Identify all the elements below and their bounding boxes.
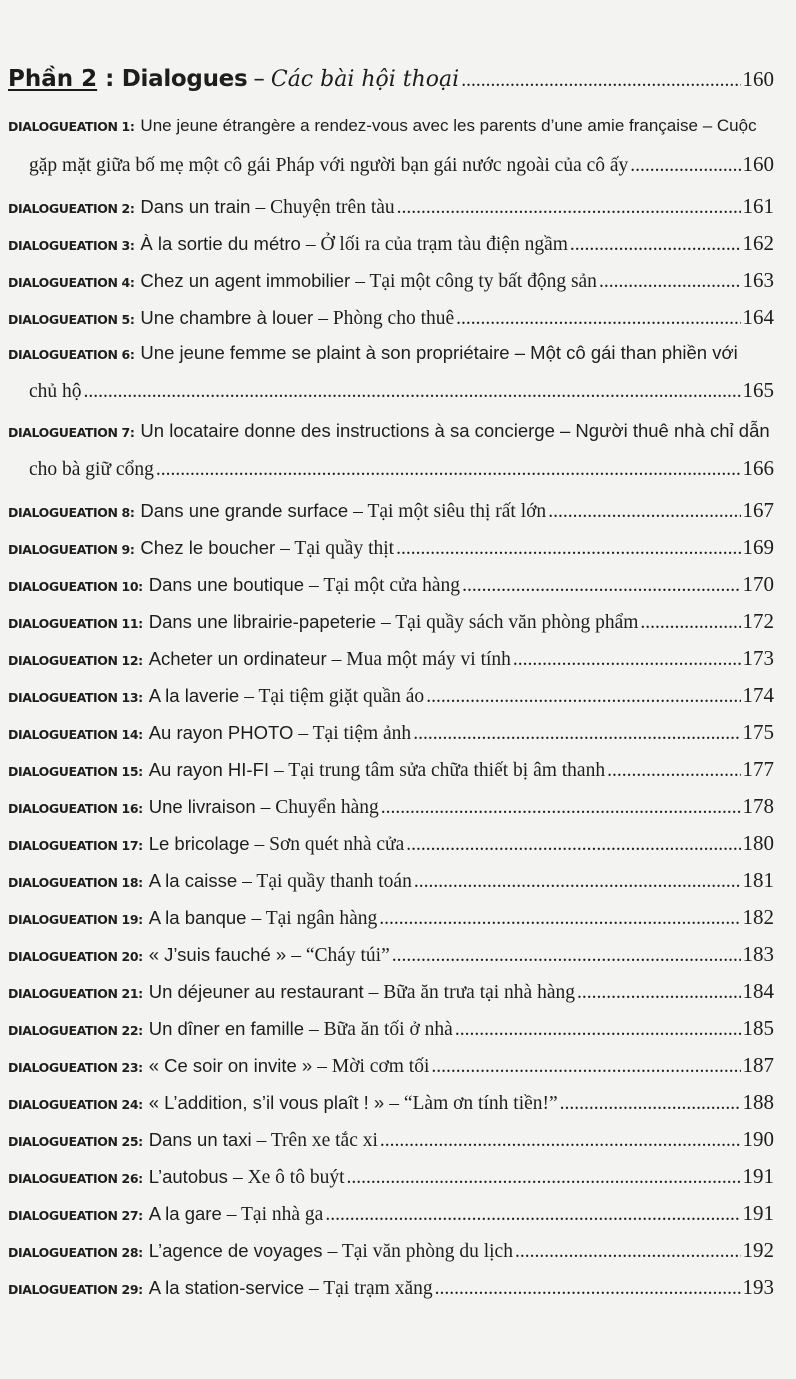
dialogue-label: DIALOGUEATION 18: [8,875,143,890]
toc-entry-line [8,831,774,868]
leader-dots [381,797,741,819]
leader-dots [607,760,740,782]
leader-dots [640,612,740,634]
dialogue-title-vn: – Tại một công ty bất động sản [355,271,597,292]
toc-entry [8,683,774,720]
toc-entry-line [8,979,774,1016]
dialogue-label: DIALOGUEATION 8: [8,505,135,520]
dialogue-title-fr: L’autobus [148,1166,228,1187]
toc-entry [8,535,774,572]
toc-entry [8,609,774,646]
toc-entry-line [8,868,774,905]
page-number: 193 [742,1275,774,1299]
leader-dots [397,197,741,219]
dialogue-title-fr: A la station-service [148,1277,304,1298]
page-number: 161 [742,194,774,218]
toc-entry [8,831,774,868]
dialogue-title-vn: – Bữa ăn trưa tại nhà hàng [368,982,575,1003]
dialogue-label: DIALOGUEATION 17: [8,838,143,853]
leader-dots [413,723,740,745]
dialogue-title-vn: – Tại tiệm giặt quần áo [244,686,425,707]
toc-entry [8,1053,774,1090]
page-number: 191 [742,1164,774,1188]
toc-entry-line [8,231,774,268]
page-number: 173 [742,646,774,670]
section-separator: – [253,66,265,92]
dialogue-label: DIALOGUEATION 23: [8,1060,143,1075]
page-number: 184 [742,979,774,1003]
dialogue-label: DIALOGUEATION 24: [8,1097,143,1112]
page-number: 162 [742,231,774,255]
toc-entry [8,942,774,979]
dialogue-title-fr: Dans un taxi [148,1129,252,1150]
dialogue-label: DIALOGUEATION 19: [8,912,143,927]
dialogue-label: DIALOGUEATION 13: [8,690,143,705]
dialogue-title-fr: Dans une librairie-papeterie [148,611,376,632]
toc-entry [8,1238,774,1275]
dialogue-label: DIALOGUEATION 16: [8,801,143,816]
dialogue-label: DIALOGUEATION 1: [8,119,135,134]
dialogue-label: DIALOGUEATION 25: [8,1134,143,1149]
toc-entry-line [8,1053,774,1090]
dialogue-label: DIALOGUEATION 12: [8,653,143,668]
leader-dots [548,501,740,523]
dialogue-label: DIALOGUEATION 6: [8,347,135,362]
dialogue-label: DIALOGUEATION 27: [8,1208,143,1223]
dialogue-label: DIALOGUEATION 4: [8,275,135,290]
toc-entry [8,1016,774,1053]
toc-entry [8,305,774,342]
dialogue-title-fr: L’agence de voyages [148,1240,323,1261]
section-title-fr: : Dialogues [105,66,248,92]
page-number: 172 [742,609,774,633]
leader-dots [599,271,741,293]
toc-entry-line [8,1016,774,1053]
leader-dots [396,538,740,560]
dialogue-label: DIALOGUEATION 14: [8,727,143,742]
toc-entry [8,868,774,905]
dialogue-title-fr: A la caisse [148,870,238,891]
dialogue-label: DIALOGUEATION 7: [8,425,135,440]
dialogue-title-fr: Dans une boutique [148,574,305,595]
toc-entry-line [8,1164,774,1201]
section-label: Phần 2 [8,66,98,92]
toc-entry-line [8,1275,774,1312]
dialogue-title-vn: – Tại trạm xăng [308,1278,433,1299]
toc-entry-line [8,609,774,646]
toc-entry [8,572,774,609]
dialogue-label: DIALOGUEATION 11: [8,616,143,631]
dialogue-title-vn: – Tại quầy sách văn phòng phẩm [381,612,639,633]
leader-dots [392,945,741,967]
dialogue-title-fr: A la banque [148,907,247,928]
toc-entry-line [8,794,774,831]
toc-entry-line [8,535,774,572]
toc-entry [8,905,774,942]
page-number: 191 [742,1201,774,1225]
page-number: 175 [742,720,774,744]
toc-entry-line [8,1201,774,1238]
leader-dots [462,575,740,597]
dialogue-title-fr: Une livraison [148,796,256,817]
toc-entry-line [8,1090,774,1127]
dialogue-title-vn: – Chuyện trên tàu [255,197,395,218]
dialogue-label: DIALOGUEATION 3: [8,238,135,253]
toc-entry [8,720,774,757]
page-number: 181 [742,868,774,892]
toc-entry-line [8,942,774,979]
section-title-vn: Các bài hội thoại [270,67,460,92]
toc-entry [8,498,774,535]
leader-dots [455,1019,741,1041]
page-number: 192 [742,1238,774,1262]
toc-entry [8,420,774,498]
dialogue-title-fr: Une jeune femme se plaint à son propriétaire – Một cô gái than phiền với [140,342,738,363]
page-number: 188 [742,1090,774,1114]
section-heading [8,66,774,104]
dialogue-title-vn: gặp mặt giữa bố mẹ một cô gái Pháp với người bạn gái nước ngoài của cô ấy [29,155,629,176]
toc-entry [8,1090,774,1127]
page-number: 180 [742,831,774,855]
page-number: 166 [742,456,774,480]
page-number: 160 [742,152,774,176]
toc-entry-line [8,194,774,231]
page-number: 182 [742,905,774,929]
leader-dots [577,982,741,1004]
toc-entry-line [8,646,774,683]
dialogue-title-fr: « L’addition, s’il vous plaît ! » [148,1092,385,1113]
dialogue-title-fr: Un locataire donne des instructions à sa concierge – Người thuê nhà chỉ dẫn [140,420,770,441]
toc-entry [8,1201,774,1238]
dialogue-label: DIALOGUEATION 22: [8,1023,143,1038]
dialogue-title-vn: – Tại một siêu thị rất lớn [353,501,547,522]
leader-dots [84,381,741,403]
leader-dots [456,308,740,330]
leader-dots [347,1167,741,1189]
dialogue-title-fr: Acheter un ordinateur [148,648,327,669]
page-number: 178 [742,794,774,818]
dialogue-title-vn: – Trên xe tắc xi [256,1130,378,1151]
dialogue-title-fr: Au rayon PHOTO [148,722,294,743]
dialogue-title-fr: « J’suis fauché » [148,944,287,965]
page-number: 165 [742,378,774,402]
dialogue-title-vn: cho bà giữ cổng [29,459,154,480]
dialogue-title-vn: – Tại một cửa hàng [309,575,461,596]
leader-dots [570,234,741,256]
dialogue-label: DIALOGUEATION 29: [8,1282,143,1297]
toc-entry-line [8,905,774,942]
toc-list [8,116,774,1312]
dialogue-title-vn: – Sơn quét nhà cửa [254,834,405,855]
dialogue-title-vn: – Xe ô tô buýt [232,1167,345,1188]
toc-entry [8,194,774,231]
toc-entry [8,794,774,831]
leader-dots [435,1278,741,1300]
dialogue-title-vn: – Ở lối ra của trạm tàu điện ngầm [305,234,568,255]
leader-dots [630,155,740,177]
toc-entry-line [8,420,774,456]
dialogue-title-fr: Une chambre à louer [140,307,314,328]
leader-dots [513,649,741,671]
toc-entry-line [8,757,774,794]
dialogue-title-fr: Chez un agent immobilier [140,270,351,291]
dialogue-label: DIALOGUEATION 9: [8,542,135,557]
toc-entry-line [8,116,774,152]
dialogue-title-vn: – “Cháy túi” [291,945,390,966]
dialogue-title-vn: – Tại quầy thịt [280,538,395,559]
dialogue-title-vn: – Phòng cho thuê [318,308,455,329]
dialogue-title-vn: – Tại quầy thanh toán [242,871,412,892]
dialogue-title-vn: chủ hộ [29,381,82,402]
dialogue-title-fr: Une jeune étrangère a rendez-vous avec les parents d’une amie française – Cuộc [140,116,757,135]
leader-dots [461,70,740,92]
toc-entry-line [8,720,774,757]
page-number: 167 [742,498,774,522]
dialogue-title-fr: Un déjeuner au restaurant [148,981,364,1002]
dialogue-title-fr: Au rayon HI-FI [148,759,270,780]
dialogue-label: DIALOGUEATION 20: [8,949,143,964]
page-number: 177 [742,757,774,781]
toc-entry [8,1164,774,1201]
dialogue-title-vn: – Mời cơm tối [317,1056,430,1077]
dialogue-title-vn: – Tại nhà ga [226,1204,324,1225]
leader-dots [379,908,740,930]
toc-entry-line [8,1127,774,1164]
dialogue-title-fr: Dans une grande surface [140,500,349,521]
dialogue-label: DIALOGUEATION 26: [8,1171,143,1186]
dialogue-title-vn: – Bữa ăn tối ở nhà [309,1019,453,1040]
dialogue-label: DIALOGUEATION 21: [8,986,143,1001]
dialogue-label: DIALOGUEATION 2: [8,201,135,216]
leader-dots [414,871,741,893]
leader-dots [426,686,740,708]
leader-dots [325,1204,740,1226]
page-number: 163 [742,268,774,292]
page-number: 164 [742,305,774,329]
toc-entry [8,1275,774,1312]
page-number: 169 [742,535,774,559]
dialogue-title-fr: Le bricolage [148,833,250,854]
dialogue-title-vn: – Tại ngân hàng [251,908,378,929]
dialogue-title-fr: Dans un train [140,196,251,217]
dialogue-title-fr: « Ce soir on invite » [148,1055,313,1076]
dialogue-title-fr: Un dîner en famille [148,1018,304,1039]
toc-entry [8,757,774,794]
toc-entry-continuation [8,456,774,498]
page-number: 187 [742,1053,774,1077]
page-number: 183 [742,942,774,966]
toc-entry [8,342,774,420]
dialogue-title-vn: – “Làm ơn tính tiền!” [389,1093,558,1114]
page-number: 185 [742,1016,774,1040]
leader-dots [431,1056,740,1078]
toc-entry-line [8,1238,774,1275]
toc-entry-line [8,498,774,535]
toc-entry-line [8,305,774,342]
toc-entry-line [8,342,774,378]
page-number: 190 [742,1127,774,1151]
toc-entry-continuation [8,378,774,420]
toc-entry-line [8,268,774,305]
dialogue-title-vn: – Tại văn phòng du lịch [327,1241,513,1262]
toc-entry-line [8,683,774,720]
toc-entry [8,116,774,194]
page-number: 174 [742,683,774,707]
toc-entry [8,979,774,1016]
leader-dots [560,1093,741,1115]
toc-entry-line [8,572,774,609]
dialogue-title-vn: – Tại tiệm ảnh [298,723,412,744]
section-page-number: 160 [742,67,774,91]
toc-entry [8,646,774,683]
leader-dots [380,1130,741,1152]
dialogue-label: DIALOGUEATION 10: [8,579,143,594]
leader-dots [156,459,741,481]
toc-entry [8,268,774,305]
leader-dots [515,1241,741,1263]
dialogue-title-fr: A la laverie [148,685,240,706]
dialogue-title-vn: – Tại trung tâm sửa chữa thiết bị âm thanh [274,760,606,781]
dialogue-title-fr: A la gare [148,1203,222,1224]
toc-entry-continuation [8,152,774,194]
dialogue-label: DIALOGUEATION 15: [8,764,143,779]
toc-entry [8,1127,774,1164]
dialogue-title-vn: – Chuyển hàng [260,797,379,818]
leader-dots [406,834,740,856]
page-number: 170 [742,572,774,596]
dialogue-title-vn: – Mua một máy vi tính [331,649,511,670]
dialogue-label: DIALOGUEATION 28: [8,1245,143,1260]
dialogue-title-fr: À la sortie du métro [140,233,301,254]
dialogue-label: DIALOGUEATION 5: [8,312,135,327]
toc-entry [8,231,774,268]
dialogue-title-fr: Chez le boucher [140,537,276,558]
